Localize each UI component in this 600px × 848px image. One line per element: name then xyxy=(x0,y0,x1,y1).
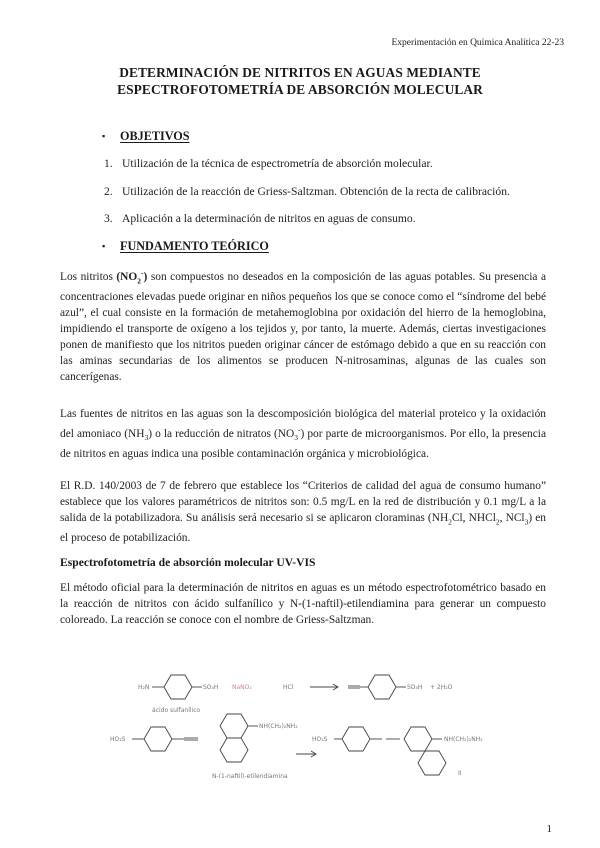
text-run: El R.D. 140/2003 de 7 de febrero que establece los “Criterios de calidad del agua de consumo humano” establece que los valores paramétricos de nitritos son: 0.5 mg/L en la red de distribución y 0.1 mg/L a la salida de la potabilizadora. Su análisis será necesario si se aplicaron cloraminas (NH xyxy=(60,480,546,524)
document-title xyxy=(70,64,530,98)
bullet-icon: ▪ xyxy=(102,241,106,251)
reaction-2 xyxy=(110,714,483,780)
paragraph-real-decreto xyxy=(60,478,546,546)
objetivos-heading-text: OBJETIVOS xyxy=(120,129,190,143)
objective-number: 2. xyxy=(104,185,113,198)
paragraph-metodo: El método oficial para la determinación de nitritos en aguas es un método espectrofotométrico basado en la reacción de nitritos con ácido sulfanílico y N-(1-naftil)-etilendiamina para generar un compuesto coloreado. La reacción se conoce con el nombre de Griess-Saltzman. xyxy=(60,582,546,626)
text-run: Los nitritos xyxy=(60,270,117,283)
reaction-scheme-figure xyxy=(60,666,546,796)
objective-item xyxy=(104,212,416,225)
text-run: Cl, NHCl xyxy=(451,512,496,524)
naphthalene-ring-icon xyxy=(220,738,248,762)
text-run: Las fuentes de nitritos en las aguas son la descomposición biológica del material proteico y la oxidación del amoniaco (NH xyxy=(60,408,546,440)
naphthylethylenediamine-label: N-(1-naftil)-etilendiamina xyxy=(212,773,288,780)
title-line-2: ESPECTROFOTOMETRÍA DE ABSORCIÓN MOLECULAR xyxy=(117,82,483,97)
subscript: 3 xyxy=(144,433,149,443)
subscript: 2 xyxy=(137,276,142,286)
reagent-amine-label: NH(CH₂)₂NH₂ xyxy=(259,723,298,730)
objective-number: 1. xyxy=(104,157,113,170)
product-water-label: + 2H₂O xyxy=(430,684,453,691)
reagent-ho3s-label: HO₃S xyxy=(110,736,126,743)
reagent-nano2-label: NaNO₂ xyxy=(232,684,252,691)
text-run: ) en el proceso de potabilización. xyxy=(60,512,547,545)
text-run: ) xyxy=(143,270,148,283)
reagent-h2n-label: H₂N xyxy=(138,684,150,691)
benzene-ring-icon xyxy=(144,727,172,751)
reaction-1 xyxy=(138,675,453,714)
product-ho3s-label: HO₃S xyxy=(312,736,328,743)
objective-text: Aplicación a la determinación de nitritos en aguas de consumo. xyxy=(122,212,416,225)
paragraph-fuentes xyxy=(60,406,546,462)
subscript: 2 xyxy=(448,517,452,527)
formula-no2 xyxy=(116,268,148,286)
objective-text: Utilización de la reacción de Griess-Saltzman. Obtención de la recta de calibración. xyxy=(122,185,510,198)
text-run: , NCl xyxy=(499,512,525,524)
text-run: (NO xyxy=(116,270,138,283)
fundamento-heading-text: FUNDAMENTO TEÓRICO xyxy=(120,239,269,253)
reagent-hcl-label: HCl xyxy=(283,684,294,691)
product-roman-label: II xyxy=(458,770,462,777)
text-run: son compuestos no deseados en la composición de las aguas potables. Su presencia a concentraciones elevadas puede originar en niños pequeños los que se conoce como el “síndrome del bebé azul”, el cual consiste en la formación de metahemoglobina por oxidación del hierro de la hemoglobina, impidiendo el transporte de oxígeno a los tejidos y, por tanto, la muerte. Además, ciertas investigaciones ponen de manifiesto que los nitritos pueden originar cáncer de estómago debido a que en su reacción con las aminas secundarias de los alimentos se producen N-nitrosaminas, algunas de las cuales son cancerígenas. xyxy=(60,270,546,384)
objective-item xyxy=(104,185,510,198)
sulfanilic-acid-label: ácido sulfanílico xyxy=(152,707,201,714)
title-line-1: DETERMINACIÓN DE NITRITOS EN AGUAS MEDIANTE xyxy=(119,65,481,80)
text-run: ) o la reducción de nitratos (NO xyxy=(148,427,295,440)
superscript: - xyxy=(141,268,144,277)
fundamento-heading xyxy=(102,239,269,254)
benzene-ring-icon xyxy=(368,675,396,699)
product-so3h-label: SO₃H xyxy=(407,684,423,691)
subscript: 3 xyxy=(524,517,529,527)
naphthalene-ring-icon xyxy=(418,751,446,775)
benzene-ring-icon xyxy=(164,675,192,699)
spectro-subheading: Espectrofotometría de absorción molecular UV-VIS xyxy=(60,556,316,569)
product-amine-label: NH(CH₂)₂NH₂ xyxy=(444,736,483,743)
bullet-icon: ▪ xyxy=(102,131,106,141)
objective-text: Utilización de la técnica de espectrometría de absorción molecular. xyxy=(122,157,433,170)
objective-item xyxy=(104,157,433,170)
objective-number: 3. xyxy=(104,212,113,225)
text-run: ) por parte de microorganismos. Por ello, la presencia de nitritos en aguas indica una posible contaminación orgánica y microbiológica. xyxy=(60,427,546,461)
subscript: 3 xyxy=(294,433,299,443)
paragraph-nitritos xyxy=(60,265,546,385)
subscript: 2 xyxy=(495,517,500,527)
naphthalene-ring-icon xyxy=(404,727,432,751)
page-number: 1 xyxy=(546,823,552,835)
running-header: Experimentación en Química Analítica 22-23 xyxy=(391,38,564,48)
reagent-so3h-label: SO₃H xyxy=(203,684,219,691)
benzene-ring-icon xyxy=(342,727,370,751)
objetivos-heading xyxy=(102,129,190,144)
superscript: - xyxy=(298,425,301,434)
naphthalene-ring-icon xyxy=(220,714,248,738)
